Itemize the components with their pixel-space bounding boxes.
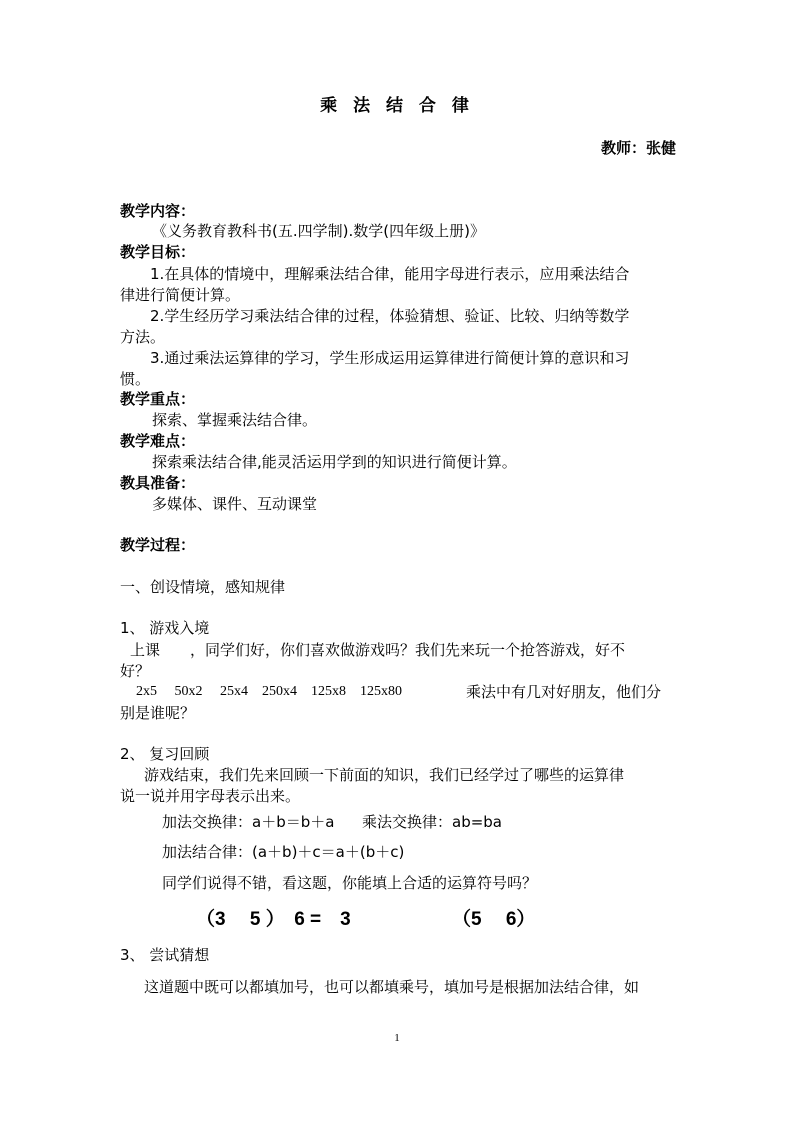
- process-heading: 教学过程：: [120, 536, 196, 554]
- section-1-heading: 一、创设情境，感知规律: [120, 578, 286, 596]
- objective-2-line-1: 2.学生经历学习乘法结合律的过程，体验猜想、验证、比较、归纳等数学: [150, 307, 630, 325]
- difficulty-heading: 教学难点：: [120, 432, 196, 450]
- page-number: 1: [394, 1032, 400, 1044]
- teacher-name: 教师：张健: [600, 139, 676, 157]
- key-point-heading: 教学重点：: [120, 390, 196, 408]
- equation-right: （5 6）: [452, 909, 536, 930]
- subsection-2-line-2: 说一说并用字母表示出来。: [120, 787, 301, 805]
- subsection-2-heading: 2、 复习回顾: [120, 745, 210, 763]
- materials-text: 多媒体、课件、互动课堂: [152, 495, 318, 513]
- objective-2-line-2: 方法。: [120, 328, 166, 346]
- subsection-1-line-2: 好？: [120, 662, 151, 680]
- materials-heading: 教具准备：: [120, 474, 196, 492]
- content-text: 《义务教育教科书(五.四学制).数学(四年级上册)》: [152, 222, 485, 240]
- subsection-3-line-1: 这道题中既可以都填加号，也可以都填乘号，填加号是根据加法结合律，如: [144, 978, 640, 996]
- subsection-2-line-1: 游戏结束，我们先来回顾一下前面的知识，我们已经学过了哪些的运算律: [144, 766, 625, 784]
- products-question: 乘法中有几对好朋友，他们分: [466, 683, 662, 701]
- products-list: 2x5 50x2 25x4 250x4 125x8 125x80: [136, 684, 402, 699]
- objectives-heading: 教学目标：: [120, 243, 196, 261]
- addition-commutative-law: 加法交换律：a＋b＝b＋a: [162, 813, 335, 831]
- subsection-1-line-1: 上课 ，同学们好，你们喜欢做游戏吗？我们先来玩一个抢答游戏，好不: [130, 641, 626, 659]
- objective-1-line-1: 1.在具体的情境中，理解乘法结合律，能用字母进行表示，应用乘法结合: [150, 265, 630, 283]
- fill-operator-prompt: 同学们说得不错，看这题，你能填上合适的运算符号吗？: [162, 874, 538, 892]
- page-title: 乘 法 结 合 律: [320, 96, 474, 116]
- products-question-line-2: 别是谁呢？: [120, 704, 196, 722]
- key-point-text: 探索、掌握乘法结合律。: [152, 411, 318, 429]
- objective-3-line-1: 3.通过乘法运算律的学习，学生形成运用运算律进行简便计算的意识和习: [150, 349, 630, 367]
- objective-3-line-2: 惯。: [120, 370, 151, 388]
- subsection-1-heading: 1、 游戏入境: [120, 619, 210, 637]
- multiplication-commutative-law: 乘法交换律：ab=ba: [362, 813, 502, 831]
- addition-associative-law: 加法结合律：(a＋b)＋c＝a＋(b＋c): [162, 843, 405, 861]
- objective-1-line-2: 律进行简便计算。: [120, 286, 241, 304]
- difficulty-text: 探索乘法结合律,能灵活运用学到的知识进行简便计算。: [152, 453, 517, 471]
- content-heading: 教学内容：: [120, 202, 196, 220]
- equation-left: （3 5 ） 6 = 3: [196, 909, 351, 930]
- subsection-3-heading: 3、 尝试猜想: [120, 946, 210, 964]
